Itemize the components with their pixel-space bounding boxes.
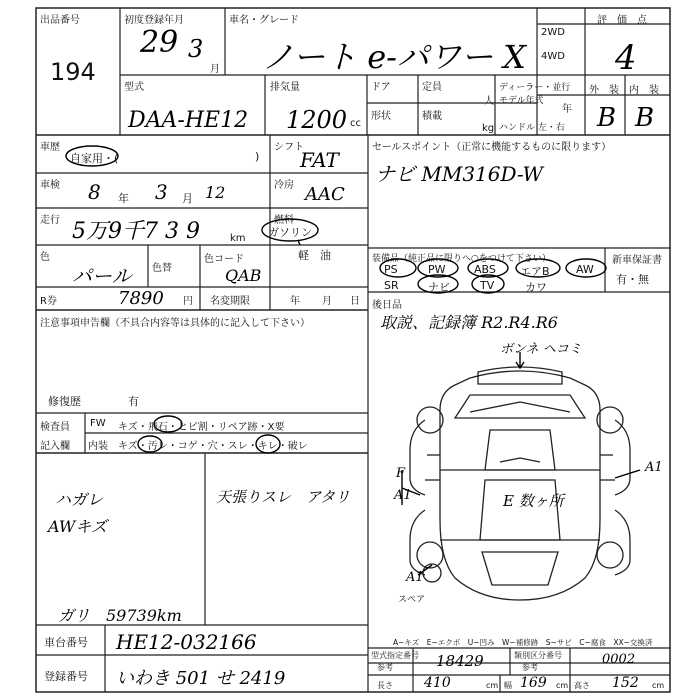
- r-value: 7890: [118, 288, 164, 309]
- exterior-label: 外 装: [589, 85, 619, 96]
- diagram-center-note: E 数ヶ所: [503, 492, 564, 510]
- length-unit: cm: [486, 681, 499, 690]
- ac-value: AAC: [305, 184, 345, 205]
- height-unit: cm: [652, 681, 665, 690]
- inspection-day: 12: [205, 183, 226, 202]
- repair-value: 有: [128, 395, 139, 408]
- equip-tv: TV: [480, 279, 495, 292]
- type-value: DAA-HE12: [128, 108, 249, 133]
- equip-pw: PW: [428, 263, 446, 276]
- exterior-value: B: [597, 103, 617, 133]
- diagram-a1-left: A1: [394, 488, 412, 503]
- door-label: ドア: [371, 82, 391, 93]
- sales-label: セールスポイント（正常に機能するものに限ります）: [372, 142, 612, 153]
- first-reg-label: 初度登録年月: [124, 15, 184, 26]
- chassis-value: HE12-032166: [116, 630, 257, 654]
- fw-label: FW: [90, 418, 106, 429]
- history-label: 車歴: [40, 142, 60, 153]
- drive-2wd: 2WD: [541, 27, 565, 38]
- type-label: 型式: [124, 82, 144, 93]
- name-change-label: 名変期限: [210, 296, 250, 307]
- post-value: 取説、記録簿 R2.R4.R6: [380, 313, 558, 332]
- inspection-year-word: 年: [118, 192, 129, 205]
- fw-text: キズ・飛石・ヒビ割・リペア跡・X要: [118, 422, 285, 433]
- color-value: パール: [72, 264, 132, 288]
- interior-check-text: キズ・汚レ・コゲ・穴・スレ・キレ・破レ: [118, 441, 308, 452]
- type-designation-label: 型式指定番号: [371, 651, 419, 660]
- interior-check-label: 内装: [88, 441, 108, 452]
- type-designation-ref: 参考: [377, 663, 393, 672]
- ac-label: 冷房: [274, 180, 294, 191]
- equipment-label: 装備品（純正品に限りへ○をつけて下さい）: [372, 254, 551, 264]
- km-unit: km: [230, 233, 246, 244]
- length-value: 410: [424, 675, 451, 691]
- spare-label: スペア: [398, 595, 426, 605]
- equip-leather: カワ: [525, 281, 547, 294]
- fuel-diesel: 軽 油: [298, 249, 331, 262]
- mileage-label: 走行: [40, 215, 60, 226]
- model-year-label: モデル年式: [499, 96, 544, 106]
- color-change-label: 色替: [152, 263, 172, 274]
- width-label: 幅: [504, 681, 512, 690]
- capacity-unit: 人: [484, 96, 494, 107]
- displacement-value: 1200: [286, 106, 348, 134]
- type-designation-value: 18429: [436, 652, 484, 670]
- grade-value: 4: [615, 38, 637, 78]
- equip-navi: ナビ: [428, 281, 450, 294]
- capacity-label: 定員: [422, 82, 442, 93]
- hw-note-1: ハガレ: [55, 490, 104, 509]
- drive-4wd: 4WD: [541, 51, 565, 62]
- grade-label: 評 価 点: [597, 15, 647, 26]
- model-label: 車名・グレード: [229, 15, 299, 26]
- diagram-a1-right: A1: [645, 460, 663, 475]
- warranty-value: 有・無: [616, 273, 649, 286]
- post-label: 後日品: [372, 300, 402, 311]
- shift-label: シフト: [274, 142, 304, 153]
- shift-value: FAT: [300, 148, 339, 172]
- year-unit: 年: [562, 104, 572, 115]
- height-label: 高さ: [574, 681, 590, 690]
- length-label: 長さ: [377, 681, 393, 690]
- equip-abs: ABS: [474, 263, 496, 276]
- handle-label: ハンドル 左・右: [499, 123, 565, 133]
- nc-year: 年: [290, 296, 300, 307]
- diagram-f: F: [396, 466, 406, 481]
- diagram-a1-bottom: A1: [406, 570, 424, 585]
- displacement-label: 排気量: [270, 82, 300, 93]
- equip-airbag: エアB: [520, 265, 550, 278]
- dealer-label: ディーラー・並行: [499, 83, 571, 93]
- load-unit: kg: [482, 123, 495, 134]
- height-value: 152: [612, 675, 639, 691]
- width-value: 169: [520, 675, 547, 691]
- diagram-top-note: ボンネ ヘコミ: [500, 342, 582, 357]
- inspection-label: 車検: [40, 180, 60, 191]
- r-yen: 円: [183, 296, 193, 307]
- color-code-label: 色コード: [204, 254, 244, 265]
- fuel-label: 燃料: [274, 215, 294, 226]
- history-close: ): [255, 150, 260, 163]
- repair-label: 修復歴: [48, 395, 81, 408]
- r-label: R券: [40, 296, 57, 307]
- equip-sr: SR: [384, 279, 399, 292]
- classification-value: 0002: [602, 652, 636, 667]
- interior-value: B: [635, 103, 655, 133]
- classification-label: 類別区分番号: [514, 651, 562, 660]
- inspection-month-word: 月: [182, 192, 193, 205]
- hw-note-2: AWキズ: [48, 517, 108, 536]
- color-label: 色: [40, 252, 50, 263]
- plate-label: 登録番号: [44, 670, 88, 683]
- lot-label: 出品番号: [40, 15, 80, 26]
- inspector-label: 検査員: [40, 422, 70, 433]
- chassis-label: 車台番号: [44, 636, 88, 649]
- entry-label: 記入欄: [40, 441, 70, 452]
- nc-day: 日: [350, 296, 360, 307]
- load-label: 積載: [422, 111, 442, 122]
- car-diagram: [410, 367, 630, 600]
- month-unit: 月: [210, 64, 220, 75]
- equip-ps: PS: [384, 263, 398, 276]
- new-warranty-label: 新車保証書: [612, 255, 662, 266]
- history-value: 自家用・(: [70, 152, 119, 165]
- first-reg-year: 29: [140, 25, 179, 60]
- fuel-gas: ガソリン: [268, 226, 312, 239]
- mileage-value: 5万9千7 3 9: [72, 219, 200, 244]
- plate-value: いわき 501 せ 2419: [116, 668, 286, 689]
- first-reg-month: 3: [188, 35, 204, 63]
- interior-label: 内 装: [629, 85, 659, 96]
- classification-ref: 参考: [522, 663, 538, 672]
- lot-number: 194: [50, 58, 96, 86]
- equip-aw: AW: [576, 263, 594, 276]
- damage-legend: A−キズ E−エクボ U−凹み W−補修跡 S−サビ C−腐食 XX−交換済: [393, 638, 653, 647]
- inspection-month: 3: [155, 180, 168, 204]
- model-value: ノート e-パワー X: [262, 38, 526, 76]
- width-unit: cm: [556, 681, 569, 690]
- color-code-value: QAB: [225, 266, 262, 285]
- caution-label: 注意事項申告欄（不具合内容等は具体的に記入して下さい）: [40, 318, 310, 329]
- inspection-year: 8: [88, 180, 101, 204]
- hw-note-4: ガリ 59739km: [58, 606, 182, 625]
- displacement-unit: cc: [350, 118, 361, 129]
- hw-note-3: 天張りスレ アタリ: [216, 488, 350, 506]
- shape-label: 形状: [371, 111, 391, 122]
- sales-value: ナビ MM316D-W: [375, 162, 544, 186]
- nc-month: 月: [322, 296, 332, 307]
